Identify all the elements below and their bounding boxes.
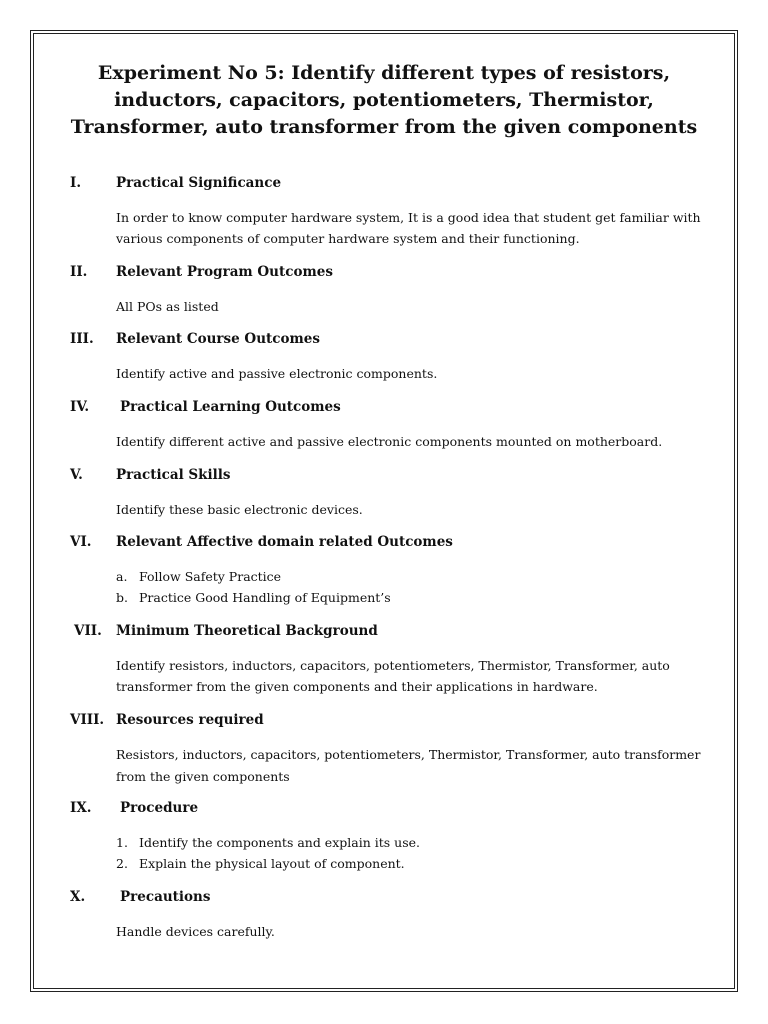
section-number: X.	[70, 889, 86, 905]
section-number: VIII.	[70, 712, 105, 728]
list-item-text: Practice Good Handling of Equipment’s	[139, 590, 391, 605]
section-heading: Relevant Course Outcomes	[116, 331, 320, 347]
section-number: IX.	[70, 800, 92, 816]
section-body	[116, 499, 706, 520]
section-body	[116, 744, 706, 788]
list-marker: 2.	[116, 856, 128, 871]
section-body	[116, 832, 706, 874]
section-number: IV.	[70, 399, 90, 415]
section-number: VI.	[70, 534, 92, 550]
section-number: II.	[70, 264, 88, 280]
list-marker: 1.	[116, 835, 128, 850]
section-heading: Practical Significance	[116, 175, 282, 191]
list-item-text: Explain the physical layout of component.	[139, 856, 405, 871]
section-heading: Practical Skills	[116, 467, 231, 483]
list-item-text: Follow Safety Practice	[139, 569, 282, 584]
section-body	[116, 566, 706, 608]
section-number: III.	[70, 331, 94, 347]
list-item	[116, 566, 706, 587]
section-heading: Relevant Program Outcomes	[116, 264, 333, 280]
section-number: VII.	[74, 623, 102, 639]
section-body	[116, 207, 706, 249]
list-marker: b.	[116, 590, 128, 605]
document-title: Experiment No 5: Identify different types of resistors, inductors, capacitors, potentiometers, Thermistor, Transformer, auto transformer from the given components	[70, 62, 698, 138]
affective-list	[116, 566, 706, 608]
list-marker: a.	[116, 569, 128, 584]
section-text: Handle devices carefully.	[116, 924, 275, 939]
section-text: Identify active and passive electronic components.	[116, 366, 438, 381]
section-body	[116, 363, 706, 384]
section-text: Resistors, inductors, capacitors, potentiometers, Thermistor, Transformer, auto transformer from the given components	[116, 747, 701, 784]
section-body	[116, 296, 706, 317]
section-text: All POs as listed	[116, 299, 219, 314]
section-text: Identify these basic electronic devices.	[116, 502, 363, 517]
section-number: V.	[70, 467, 83, 483]
section-heading: Minimum Theoretical Background	[116, 623, 378, 639]
section-text: Identify resistors, inductors, capacitors, potentiometers, Thermistor, Transformer, auto transformer from the given components and their applications in hardware.	[116, 658, 670, 694]
section-number: I.	[70, 175, 82, 191]
section-body	[116, 655, 706, 697]
section-heading: Resources required	[116, 712, 264, 728]
section-heading: Precautions	[120, 889, 211, 905]
section-body	[116, 431, 706, 452]
list-item-text: Identify the components and explain its use.	[139, 835, 420, 850]
list-item	[116, 832, 706, 853]
section-text: Identify different active and passive electronic components mounted on motherboard.	[116, 434, 663, 449]
section-heading: Practical Learning Outcomes	[120, 399, 341, 415]
section-heading: Relevant Affective domain related Outcomes	[116, 534, 453, 550]
list-item	[116, 853, 706, 874]
procedure-list	[116, 832, 706, 874]
list-item	[116, 587, 706, 608]
section-body	[116, 921, 706, 942]
section-text: In order to know computer hardware system, It is a good idea that student get familiar with various components of computer hardware system and their functioning.	[116, 210, 701, 246]
section-heading: Procedure	[120, 800, 199, 816]
